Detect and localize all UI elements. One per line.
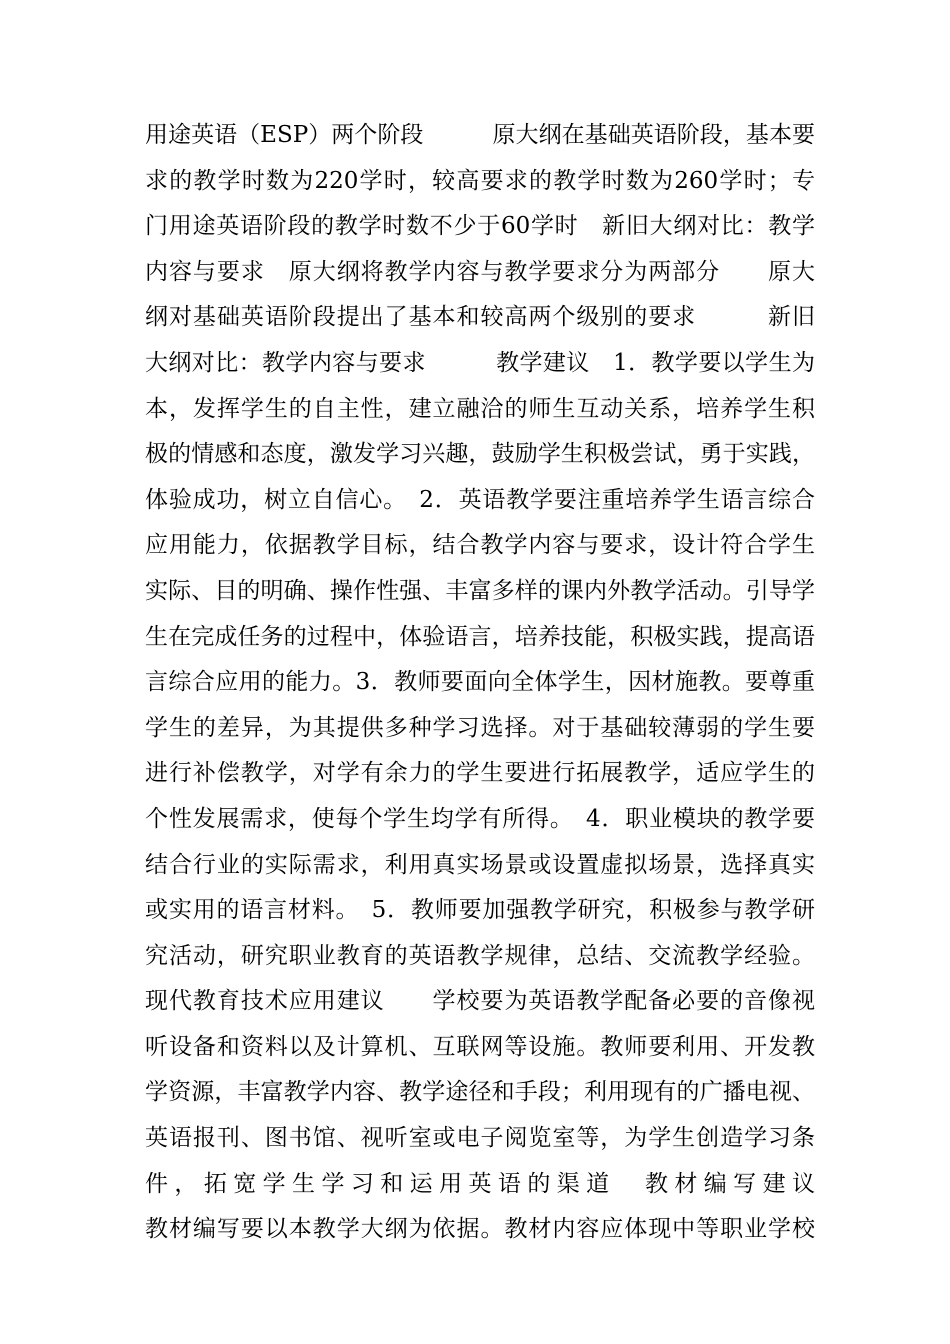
text-line: 生在完成任务的过程中，体验语言，培养技能，积极实践，提高语	[145, 623, 815, 650]
text-line: 极的情感和态度，激发学习兴趣，鼓励学生积极尝试，勇于实践，	[145, 441, 815, 468]
text-line: 学资源，丰富教学内容、教学途径和手段；利用现有的广播电视、	[145, 1079, 815, 1106]
body-text	[145, 113, 815, 1253]
text-line: 纲对基础英语阶段提出了基本和较高两个级别的要求 新旧	[145, 304, 815, 331]
text-line: 听设备和资料以及计算机、互联网等设施。教师要利用、开发教	[145, 1033, 815, 1060]
text-line: 或实用的语言材料。 5．教师要加强教学研究，积极参与教学研	[145, 897, 815, 924]
text-line: 本，发挥学生的自主性，建立融洽的师生互动关系，培养学生积	[145, 395, 815, 422]
text-line: 究活动，研究职业教育的英语教学规律，总结、交流教学经验。	[145, 942, 815, 969]
text-line: 内容与要求 原大纲将教学内容与教学要求分为两部分 原大	[145, 258, 815, 285]
text-line: 求的教学时数为220学时，较高要求的教学时数为260学时；专	[145, 167, 815, 194]
text-line: 个性发展需求，使每个学生均学有所得。 4．职业模块的教学要	[145, 805, 815, 832]
text-line: 结合行业的实际需求，利用真实场景或设置虚拟场景，选择真实	[145, 851, 815, 878]
text-line: 英语报刊、图书馆、视听室或电子阅览室等，为学生创造学习条	[145, 1125, 815, 1152]
text-line: 教材编写要以本教学大纲为依据。教材内容应体现中等职业学校	[145, 1216, 815, 1243]
text-line: 实际、目的明确、操作性强、丰富多样的课内外教学活动。引导学	[145, 577, 815, 604]
text-line: 用途英语（ESP）两个阶段 原大纲在基础英语阶段，基本要	[145, 122, 815, 148]
text-line: 言综合应用的能力。3．教师要面向全体学生，因材施教。要尊重	[145, 669, 815, 696]
text-line: 件，拓宽学生学习和运用英语的渠道 教材编写建议	[145, 1170, 815, 1197]
text-line: 门用途英语阶段的教学时数不少于60学时 新旧大纲对比：教学	[145, 213, 815, 240]
text-line: 大纲对比：教学内容与要求 教学建议 1．教学要以学生为	[145, 349, 815, 376]
text-line: 现代教育技术应用建议 学校要为英语教学配备必要的音像视	[145, 988, 815, 1015]
text-line: 学生的差异，为其提供多种学习选择。对于基础较薄弱的学生要	[145, 714, 815, 741]
text-line: 进行补偿教学，对学有余力的学生要进行拓展教学，适应学生的	[145, 760, 815, 787]
text-line: 应用能力，依据教学目标，结合教学内容与要求，设计符合学生	[145, 532, 815, 559]
text-line: 体验成功，树立自信心。 2．英语教学要注重培养学生语言综合	[145, 486, 815, 513]
